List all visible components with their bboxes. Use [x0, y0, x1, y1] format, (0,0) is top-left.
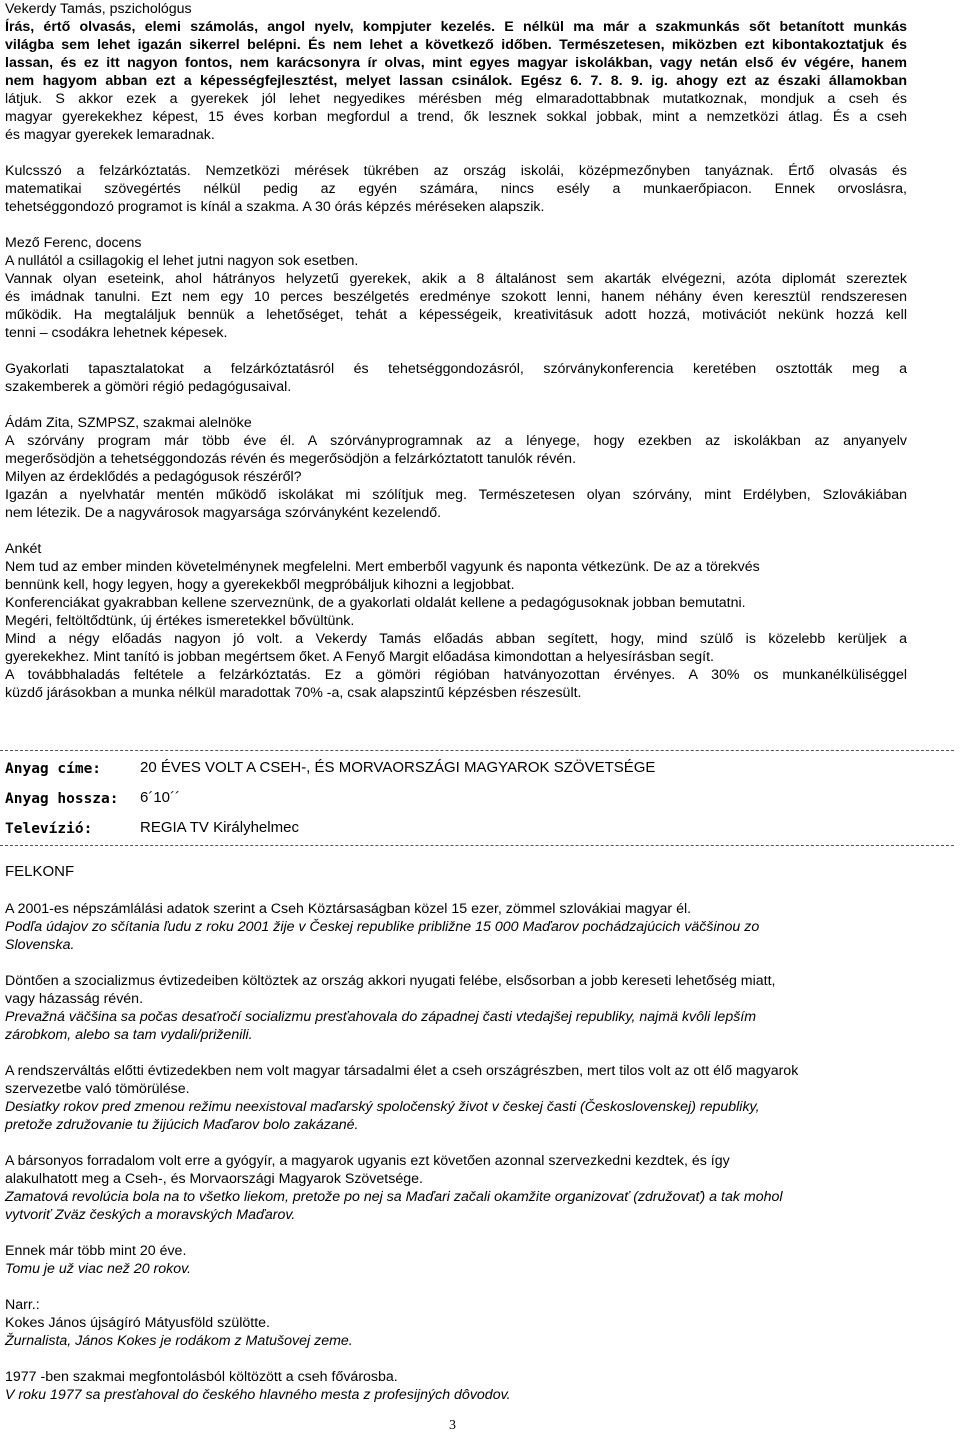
- text-line: látjuk. S akkor ezek a gyerekek jól lehet negyedikes mérésben még elmaradottabbnak mutatkoznak, mondjuk a cseh és: [5, 91, 907, 107]
- blank-line: [5, 882, 907, 900]
- blank-line: [5, 1224, 907, 1242]
- blank-line: [5, 144, 907, 162]
- text-line: Ádám Zita, SZMPSZ, szakmai alelnöke: [5, 415, 252, 431]
- text-line: magyar gyerekekhez képest, 15 éves korban megfordul a trend, ők lesznek sokkal jobbak, mint a nemzetközi átlag. És a cseh: [5, 109, 907, 125]
- slovak-line: pretože združovanie tu žijúcich Maďarov bolo zakázané.: [5, 1117, 359, 1133]
- text-line: és magyar gyerekek lemaradnak.: [5, 127, 215, 143]
- text-line: A nullától a csillagokig el lehet jutni nagyon sok esetben.: [5, 253, 359, 269]
- text-line: matematikai szövegértés nélkül pedig az egyén számára, nincs esély a munkaerőpiacon. Ennek orvoslásra,: [5, 181, 907, 197]
- slovak-line: Zamatová revolúcia bola na to všetko liekom, pretože po nej sa Maďari začali okamžite organizovať (združovať) a tak mohol: [5, 1189, 783, 1205]
- text-line: Nem tud az ember minden követelménynek megfelelni. Mert emberből vagyunk és naponta vétkezünk. De az a törekvés: [5, 559, 760, 575]
- blank-line: [5, 522, 907, 540]
- text-line: Írás, értő olvasás, elemi számolás, angol nyelv, kompjuter kezelés. E nélkül ma már a szakmunkás sőt betanított munkás: [5, 19, 907, 35]
- page-number: 3: [449, 1418, 456, 1433]
- meta-block: [5, 755, 907, 845]
- slovak-line: Žurnalista, János Kokes je rodákom z Matušovej zeme.: [5, 1333, 353, 1349]
- text-line: Vekerdy Tamás, pszichológus: [5, 1, 192, 17]
- title-value: 20 ÉVES VOLT A CSEH-, ÉS MORVAORSZÁGI MAGYAROK SZÖVETSÉGE: [140, 759, 656, 776]
- text-line: Gyakorlati tapasztalatokat a felzárkóztatásról és tehetséggondozásról, szórványkonferencia keretében osztották meg a: [5, 361, 907, 377]
- text-line: és imádnak tanulni. Ezt nem egy 10 perces beszélgetés eredménye szokott lenni, hanem néhány éven keresztül rendszeresen: [5, 289, 907, 305]
- meta-row-title: [5, 755, 907, 785]
- text-line: A szórvány program már több éve él. A szórványprogramnak az a lényege, hogy ezekben az iskolákban az anyanyelv: [5, 433, 907, 449]
- felkonf-section: [5, 862, 907, 1404]
- meta-row-length: [5, 785, 907, 815]
- text-line: Vannak olyan eseteink, ahol hátrányos helyzetű gyerekek, akik a 8 általánost sem akarták elvégezni, azóta diplomát szereztek: [5, 271, 907, 287]
- text-line: nem hagyom abban ezt a képességfejlesztést, melyet lassan csinálok. Egész 6. 7. 8. 9. ig. ahogy ezt az északi államokban: [5, 73, 907, 89]
- hungarian-line: szervezetbe való tömörülése.: [5, 1081, 190, 1097]
- blank-line: [5, 1350, 907, 1368]
- text-line: működik. Ha megtaláljuk bennük a lehetőséget, tehát a képességeik, kreativitásuk adott hozzá, motivációt nekünk hozzá kell: [5, 307, 907, 323]
- tv-value: REGIA TV Királyhelmec: [140, 819, 299, 836]
- text-line: gyerekekhez. Mint tanító is jobban megértsem őket. A Fenyő Margit előadása kimondottan a helyesírásban segít.: [5, 649, 714, 665]
- slovak-line: Prevažná väčšina sa počas desaťročí socializmu presťahovala do západnej časti vtedajšej republiky, najmä kvôli lepším: [5, 1009, 757, 1025]
- blank-line: [5, 342, 907, 360]
- tv-label: Televízió:: [5, 821, 93, 837]
- hungarian-line: Kokes János újságíró Mátyusföld szülötte.: [5, 1315, 270, 1331]
- blank-line: [5, 1278, 907, 1296]
- text-line: Milyen az érdeklődés a pedagógusok részéről?: [5, 469, 302, 485]
- hungarian-line: 1977 -ben szakmai megfontolásból költözött a cseh fővárosba.: [5, 1369, 398, 1385]
- slovak-line: zárobkom, alebo sa tam vydali/priženili.: [5, 1027, 253, 1043]
- blank-line: [5, 1134, 907, 1152]
- top-separator: [0, 750, 954, 751]
- text-line: Mind a négy előadás nagyon jó volt. a Vekerdy Tamás előadás abban segített, hogy, mind szülő is közelebb kerüljek a: [5, 631, 907, 647]
- text-line: tenni – csodákra lehetnek képesek.: [5, 325, 228, 341]
- hungarian-line: A bársonyos forradalom volt erre a gyógyír, a magyarok ugyanis ezt követően azonnal szervezkedni kezdtek, és így: [5, 1153, 730, 1169]
- text-line: lassan, és ez itt nagyon fontos, nem karácsonyra ír olvas, mint egyes magyar iskolákban, vagy netán első év végére, hanem: [5, 55, 907, 71]
- text-line: nem létezik. De a nagyvárosok magyarsága szórványként kezelendő.: [5, 505, 442, 521]
- text-line: Konferenciákat gyakrabban kellene szerveznünk, de a gyakorlati oldalát kellene a pedagógusoknak jobban bemutatni.: [5, 595, 746, 611]
- text-line: Igazán a nyelvhatár mentén működő iskolákat mi szólítjuk meg. Természetesen olyan szórvány, mint Erdélyben, Szlovákiában: [5, 487, 907, 503]
- article-body: [5, 0, 907, 702]
- text-line: Kulcsszó a felzárkóztatás. Nemzetközi mérések tükrében az ország iskolái, középmezőnyben tanyáznak. Értő olvasás és: [5, 163, 907, 179]
- hungarian-line: Ennek már több mint 20 éve.: [5, 1243, 187, 1259]
- felkonf-body: [5, 882, 907, 1404]
- text-line: Megéri, feltöltődtünk, új értékes ismeretekkel bővültünk.: [5, 613, 355, 629]
- slovak-line: vytvoriť Zväz českých a moravských Maďarov.: [5, 1207, 296, 1223]
- blank-line: [5, 954, 907, 972]
- hungarian-line: Narr.:: [5, 1297, 40, 1313]
- hungarian-line: Döntően a szocializmus évtizedeiben költöztek az ország akkori nyugati felébe, elsősorban a jobb kereseti lehetőség miatt,: [5, 973, 776, 989]
- text-line: világba sem lehet igazán sikerrel belépni. És nem lehet a következő időben. Természetesen, miközben ezt kibontakoztatjuk és: [5, 37, 907, 53]
- hungarian-line: vagy házasság révén.: [5, 991, 144, 1007]
- slovak-line: Podľa údajov zo sčítania ľudu z roku 2001 žije v Českej republike približne 15 000 Maďarov pochádzajúcich väčšinou zo: [5, 919, 760, 935]
- felkonf-heading: FELKONF: [5, 863, 75, 880]
- slovak-line: V roku 1977 sa presťahoval do českého hlavného mesta z profesijných dôvodov.: [5, 1387, 511, 1403]
- text-line: szakemberek a gömöri régió pedagógusaival.: [5, 379, 292, 395]
- slovak-line: Slovenska.: [5, 937, 75, 953]
- hungarian-line: alakulhatott meg a Cseh-, és Morvaországi Magyarok Szövetsége.: [5, 1171, 423, 1187]
- text-line: bennünk kell, hogy legyen, hogy a gyerekekből megpróbáljuk kihozni a legjobbat.: [5, 577, 515, 593]
- hungarian-line: A rendszerváltás előtti évtizedekben nem volt magyar társadalmi élet a cseh országrészben, mert tilos volt az ott élő magyarok: [5, 1063, 799, 1079]
- slovak-line: Desiatky rokov pred zmenou režimu neexistoval maďarský spoločenský život v českej časti (Československej) republiky,: [5, 1099, 760, 1115]
- length-label: Anyag hossza:: [5, 791, 119, 807]
- blank-line: [5, 1044, 907, 1062]
- title-label: Anyag címe:: [5, 761, 102, 777]
- slovak-line: Tomu je už viac než 20 rokov.: [5, 1261, 192, 1277]
- text-line: Mező Ferenc, docens: [5, 235, 142, 251]
- text-line: A továbbhaladás feltétele a felzárkóztatás. Ez a gömöri régióban hatványozottan érvényes. A 30% os munkanélküliséggel: [5, 667, 907, 683]
- meta-row-tv: [5, 815, 907, 845]
- bottom-separator: [0, 845, 954, 846]
- blank-line: [5, 216, 907, 234]
- length-value: 6´10´´: [140, 789, 181, 806]
- blank-line: [5, 396, 907, 414]
- text-line: tehetséggondozó programot is kínál a szakma. A 30 órás képzés méréseken alapszik.: [5, 199, 545, 215]
- hungarian-line: A 2001-es népszámlálási adatok szerint a Cseh Köztársaságban közel 15 ezer, zömmel szlovákiai magyar él.: [5, 901, 692, 917]
- text-line: megerősödjön a tehetséggondozás révén és megerősödjön a felzárkóztatott tanulók révén.: [5, 451, 577, 467]
- text-line: Ankét: [5, 541, 42, 557]
- text-line: küzdő járásokban a munka nélkül maradottak 70% -a, csak alapszintű képzésben részesült.: [5, 685, 582, 701]
